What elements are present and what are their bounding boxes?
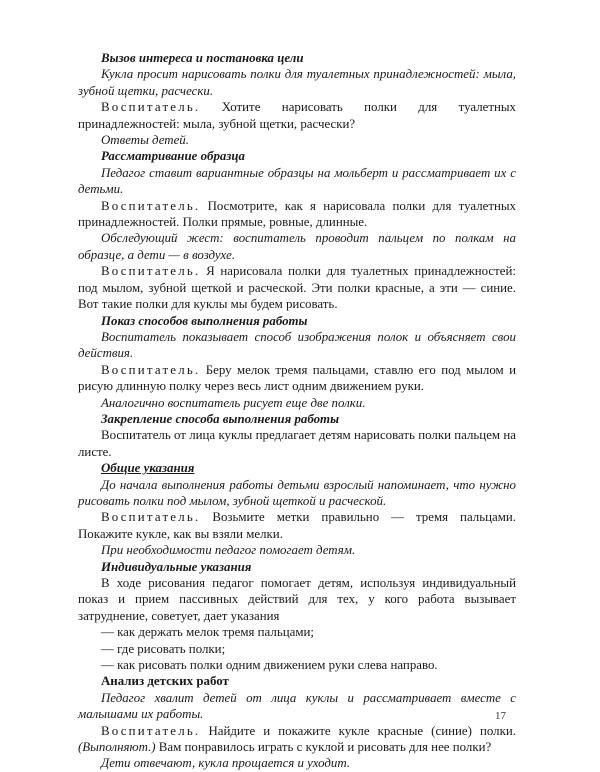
paragraph: В ходе рисования педагог помогает детям, используя индивидуальный показ и прием пассивных действий для тех, у кого работа вызывает затруднение, советует, дает указания xyxy=(78,576,516,623)
paragraph-italic-note: (Выполняют.) xyxy=(78,740,156,755)
paragraph xyxy=(78,723,516,756)
section-heading: Вызов интереса и постановка цели xyxy=(101,51,304,65)
speaker-role: Воспитатель. xyxy=(101,100,201,115)
paragraph: Обследующий жест: воспитатель проводит пальцем по полкам на образце, а дети — в воздухе. xyxy=(78,231,516,262)
section-heading: Закрепление способа выполнения работы xyxy=(101,411,340,426)
speaker-role: Воспитатель. xyxy=(101,264,201,279)
list-item: — как держать мелок тремя пальцами; xyxy=(101,625,314,640)
paragraph: Ответы детей. xyxy=(101,133,189,148)
section-heading: Рассматривание образца xyxy=(101,149,245,164)
section-heading: Индивидуальные указания xyxy=(101,559,252,574)
paragraph: Воспитатель показывает способ изображения полок и объясняет свои действия. xyxy=(78,329,516,361)
section-heading xyxy=(78,460,516,476)
paragraph-text: Я нарисовала полки для туалетных принадлежностей: под мылом, зубной щеткой и расческой. Эти полки красные, а эти — синие. Вот такие полки для куклы мы будем рисовать. xyxy=(78,264,516,312)
list-item: — где рисовать полки; xyxy=(101,641,226,656)
paragraph: До начала выполнения работы детьми взрослый напоминает, что нужно рисовать полки под мылом, зубной щеткой и расческой. xyxy=(78,477,516,508)
section-heading: Анализ детских работ xyxy=(101,674,229,689)
paragraph: Аналогично воспитатель рисует еще две полки. xyxy=(101,395,366,410)
paragraph-text-tail: Вам понравилось играть с куклой и рисовать для нее полки? xyxy=(155,740,492,755)
paragraph xyxy=(78,509,516,542)
paragraph: Кукла просит нарисовать полки для туалетных принадлежностей: мыла, зубной щетки, расчески. xyxy=(78,67,516,98)
paragraph xyxy=(78,362,516,395)
paragraph: Педагог хвалит детей от лица куклы и рассматривает вместе с малышами их работы. xyxy=(78,690,516,722)
paragraph: Педагог ставит вариантные образцы на мольберт и рассматривает их с детьми. xyxy=(78,165,516,197)
paragraph: При необходимости педагог помогает детям. xyxy=(101,543,356,558)
speaker-role: Воспитатель. xyxy=(101,510,201,525)
paragraph-text: Хотите нарисовать полки для туалетных принадлежностей: мыла, зубной щетки, расчески? xyxy=(78,100,516,131)
speaker-role: Воспитатель. xyxy=(101,198,201,213)
paragraph-text: Найдите и покажите кукле красные (синие) полки. xyxy=(200,723,516,738)
section-heading-text: Общие указания xyxy=(101,461,195,476)
paragraph xyxy=(78,263,516,312)
speaker-role: Воспитатель. xyxy=(101,723,201,738)
paragraph-text: Беру мелок тремя пальцами, ставлю его под мылом и рисую длинную полку через весь лист одним движением руки. xyxy=(78,362,516,394)
page-body xyxy=(78,50,516,772)
paragraph-text: Возьмите метки правильно — тремя пальцами. Покажите кукле, как вы взяли мелки. xyxy=(78,510,516,541)
page-number: 17 xyxy=(495,710,506,722)
section-heading: Показ способов выполнения работы xyxy=(101,313,308,328)
paragraph xyxy=(78,198,516,231)
paragraph: Воспитатель от лица куклы предлагает детям нарисовать полки пальцем на листе. xyxy=(78,428,516,459)
list-item: — как рисовать полки одним движением руки слева направо. xyxy=(101,658,438,673)
paragraph xyxy=(78,99,516,132)
paragraph: Дети отвечают, кукла прощается и уходит. xyxy=(101,756,351,771)
speaker-role: Воспитатель. xyxy=(101,362,201,377)
paragraph-text: Посмотрите, как я нарисовала полки для туалетных принадлежностей. Полки прямые, ровные, длинные. xyxy=(78,198,516,230)
